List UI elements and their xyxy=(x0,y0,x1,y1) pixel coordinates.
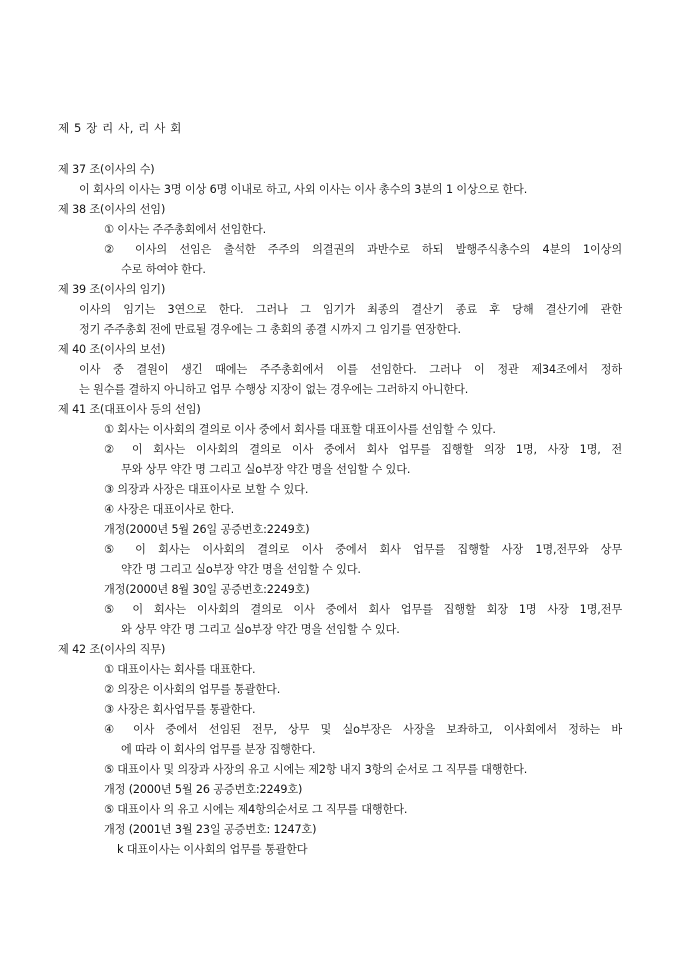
clause-line: ① 회사는 이사회의 결의로 이사 중에서 회사를 대표할 대표이사를 선임할 수 있다. xyxy=(104,423,496,436)
amendment-note: 개정(2000년 8월 30일 공증번호:2249호) xyxy=(104,583,310,596)
clause-line: ③ 의장과 사장은 대표이사로 보할 수 있다. xyxy=(104,483,309,496)
clause-continuation: 수로 하여야 한다. xyxy=(121,263,206,276)
amendment-note: 개정(2000년 5월 26일 공증번호:2249호) xyxy=(104,523,310,536)
chapter-heading: 제 5 장 리 사, 리 사 회 xyxy=(58,121,182,135)
clause-line: k 대표이사는 이사회의 업무를 통괄한다 xyxy=(117,843,308,856)
article-heading: 제 41 조(대표이사 등의 선임) xyxy=(58,403,201,416)
clause-line: ⑤ 이 회사는 이사회의 결의로 이사 중에서 회사 업무를 집행할 회장 1명 사장 1명,전무 xyxy=(104,603,622,616)
clause-continuation: 약간 명 그리고 실o부장 약간 명을 선임할 수 있다. xyxy=(121,563,361,576)
article-heading: 제 42 조(이사의 직무) xyxy=(58,643,166,656)
paragraph-line: 는 원수를 결하지 아니하고 업무 수행상 지장이 없는 경우에는 그러하지 아니한다. xyxy=(79,383,469,396)
clause-line: ② 이사의 선임은 출석한 주주의 의결권의 과반수로 하되 발행주식총수의 4분의 1이상의 xyxy=(104,243,622,256)
clause-line: ⑤ 대표이사 및 의장과 사장의 유고 시에는 제2항 내지 3항의 순서로 그 직무를 대행한다. xyxy=(104,763,528,776)
paragraph-line: 정기 주주총회 전에 만료될 경우에는 그 총회의 종결 시까지 그 임기를 연장한다. xyxy=(79,323,461,336)
clause-line: ④ 이사 중에서 선임된 전무, 상무 및 실o부장은 사장을 보좌하고, 이사회에서 정하는 바 xyxy=(104,723,622,736)
clause-line: ⑤ 대표이사 의 유고 시에는 제4항의순서로 그 직무를 대행한다. xyxy=(104,803,408,816)
clause-line: ① 이사는 주주총회에서 선임한다. xyxy=(104,223,267,236)
article-heading: 제 39 조(이사의 임기) xyxy=(58,283,166,296)
clause-continuation: 에 따라 이 회사의 업무를 분장 집행한다. xyxy=(121,743,316,756)
clause-line: ⑤ 이 회사는 이사회의 결의로 이사 중에서 회사 업무를 집행할 사장 1명,전무와 상무 xyxy=(104,543,622,556)
article-heading: 제 37 조(이사의 수) xyxy=(58,163,155,176)
clause-line: ③ 사장은 회사업무를 통괄한다. xyxy=(104,703,256,716)
article-heading: 제 40 조(이사의 보선) xyxy=(58,343,166,356)
paragraph-line: 이 회사의 이사는 3명 이상 6명 이내로 하고, 사외 이사는 이사 총수의 3분의 1 이상으로 한다. xyxy=(79,183,528,196)
article-heading: 제 38 조(이사의 선임) xyxy=(58,203,166,216)
clause-line: ② 의장은 이사회의 업무를 통괄한다. xyxy=(104,683,281,696)
clause-line: ④ 사장은 대표이사로 한다. xyxy=(104,503,235,516)
clause-line: ① 대표이사는 회사를 대표한다. xyxy=(104,663,256,676)
clause-line: ② 이 회사는 이사회의 결의로 이사 중에서 회사 업무를 집행할 의장 1명, 사장 1명, 전 xyxy=(104,443,622,456)
amendment-note: 개정 (2000년 5월 26 공증번호:2249호) xyxy=(104,783,303,796)
clause-continuation: 와 상무 약간 명 그리고 실o부장 약간 명을 선임할 수 있다. xyxy=(121,623,400,636)
paragraph-line: 이사 중 결원이 생긴 때에는 주주총회에서 이를 선임한다. 그러나 이 정관 제34조에서 정하 xyxy=(79,363,622,376)
clause-continuation: 무와 상무 약간 명 그리고 실o부장 약간 명을 선임할 수 있다. xyxy=(121,463,411,476)
paragraph-line: 이사의 임기는 3연으로 한다. 그러나 그 임기가 최종의 결산기 종료 후 당해 결산기에 관한 xyxy=(79,303,622,316)
amendment-note: 개정 (2001년 3월 23일 공증번호: 1247호) xyxy=(104,823,317,836)
